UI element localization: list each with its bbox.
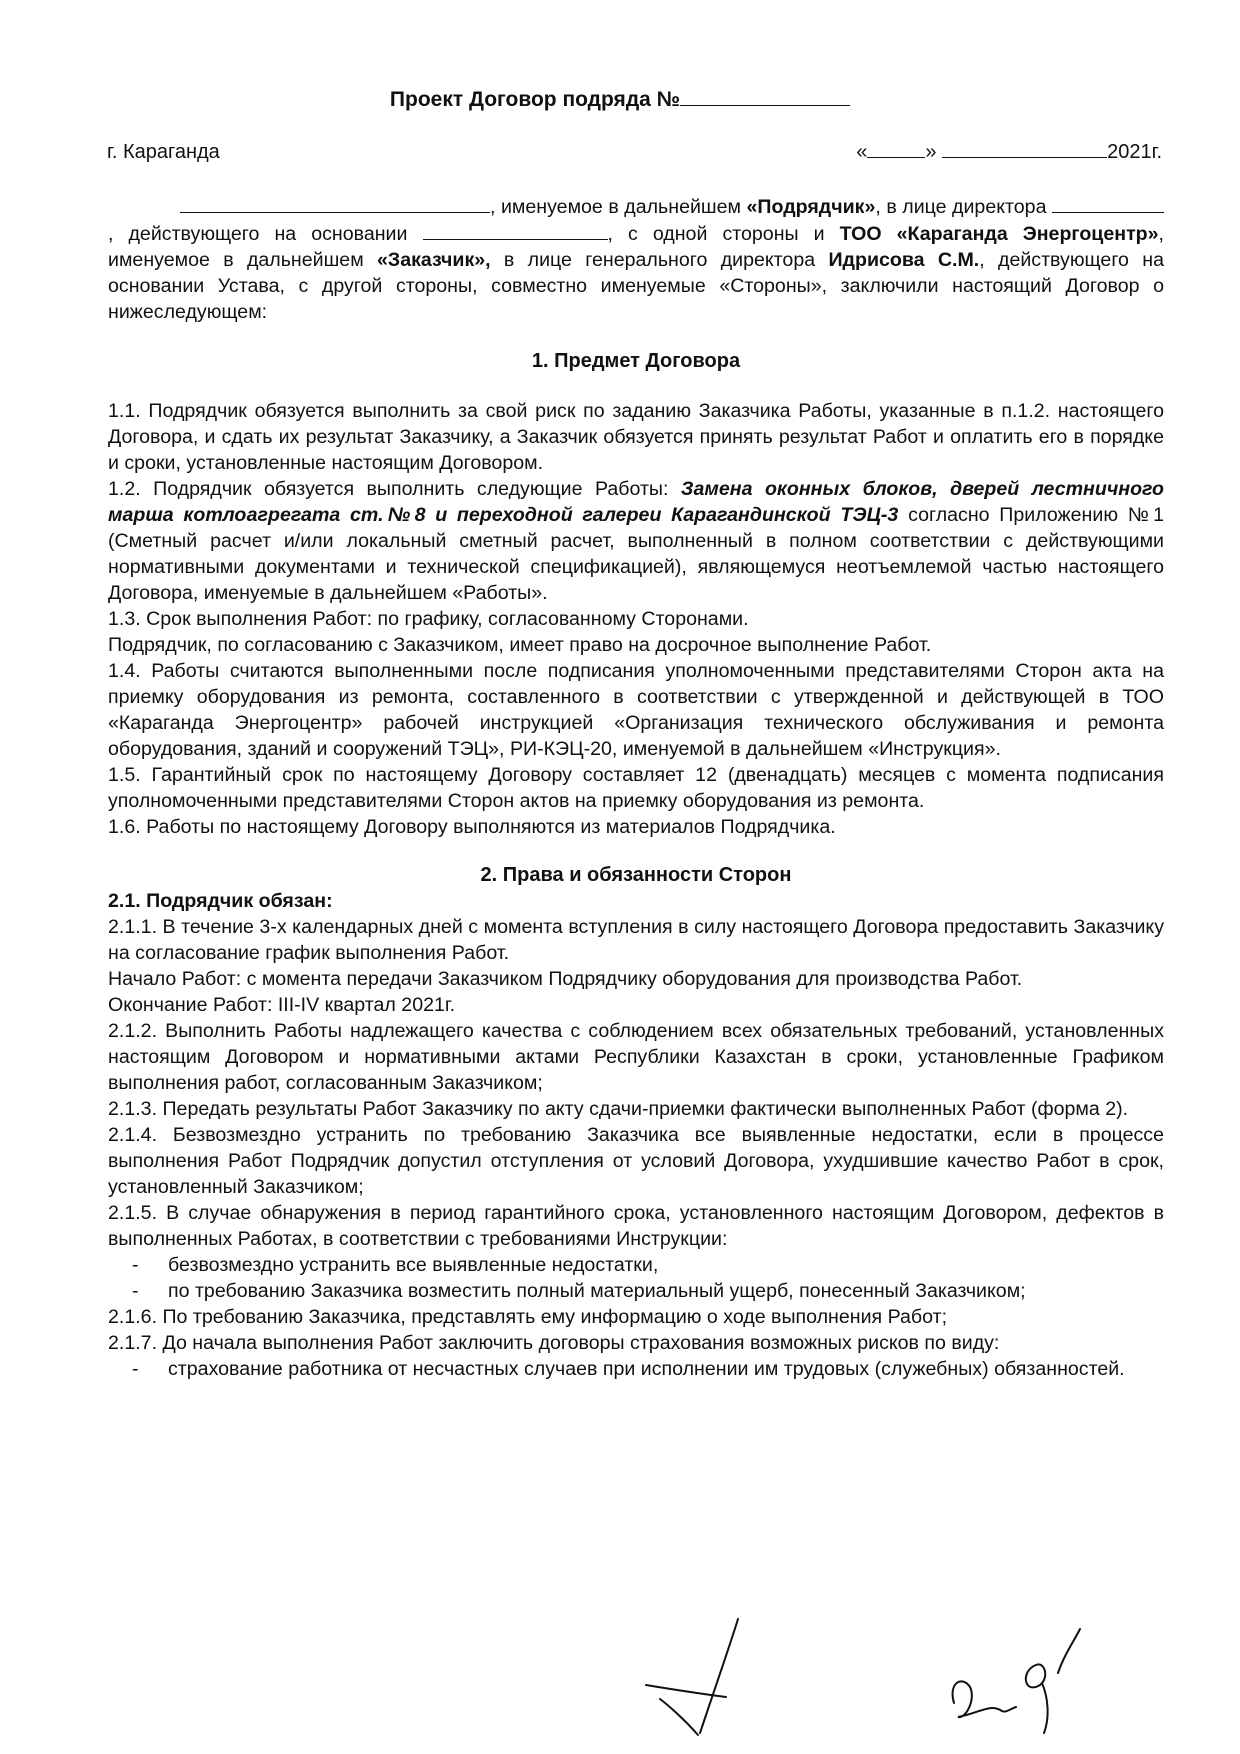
works-end: Окончание Работ: III-IV квартал 2021г. [108,994,456,1016]
clause-1-3: 1.3. Срок выполнения Работ: по графику, согласованному Сторонами. [108,608,749,630]
clause-1-3-early: Подрядчик, по согласованию с Заказчиком, имеет право на досрочное выполнение Работ. [108,634,932,656]
document-title [0,85,1240,113]
document-body [108,193,1164,1382]
year-text: 2021г. [1107,141,1162,163]
subsection-2-1: 2.1. Подрядчик обязан: [108,890,333,912]
works-description: Замена оконных блоков, дверей лестничного марша котлоагрегата ст.№8 и переходной галереи Карагандинской ТЭЦ-3 [108,478,1164,526]
preamble: , именуемое в дальнейшем «Подрядчик», в лице директора , действующего на основании , с одной стороны и ТОО «Караганда Энергоцентр», именуемое в дальнейшем «Заказчик», в лице генерального директора Идрисова С.М., действующего на основании Устава, с другой стороны, совместно именуемые «Стороны», заключили настоящий Договор о нижеследующем: [108,193,1164,325]
clause-2-1-1: 2.1.1. В течение 3-х календарных дней с момента вступления в силу настоящего Договора предоставить Заказчику на согласование график выполнения Работ. [108,916,1164,964]
clause-2-1-2: 2.1.2. Выполнить Работы надлежащего качества с соблюдением всех обязательных требований, установленных настоящим Договором и нормативными актами Республики Казахстан в сроки, установленные Графиком выполнения работ, согласованным Заказчиком; [108,1020,1164,1094]
month-blank [942,139,1107,158]
list-item: - безвозмездно устранить все выявленные недостатки, [132,1254,659,1276]
clause-2-1-5: 2.1.5. В случае обнаружения в период гарантийного срока, установленного настоящим Договором, дефектов в выполненных Работах, в соответствии с требованиями Инструкции: [108,1202,1164,1250]
works-start: Начало Работ: с момента передачи Заказчиком Подрядчику оборудования для производства Работ. [108,968,1023,990]
list-item: - страхование работника от несчастных случаев при исполнении им трудовых (служебных) обязанностей. [132,1358,1125,1380]
contract-date: « » 2021г. [856,141,1162,163]
customer-signature [940,1625,1110,1735]
contract-number-blank [680,85,850,106]
clause-1-5: 1.5. Гарантийный срок по настоящему Договору составляет 12 (двенадцать) месяцев с момента подписания уполномоченными представителями Сторон актов на приемку оборудования из ремонта. [108,764,1164,812]
contractor-signature [640,1615,770,1750]
clause-1-4: 1.4. Работы считаются выполненными после подписания уполномоченными представителями Сторон акта на приемку оборудования из ремонта, составленного в соответствии с утвержденной и действующей в ТОО «Караганда Энергоцентр» рабочей инструкцией «Организация технического обслуживания и ремонта оборудования, зданий и сооружений ТЭЦ», РИ-КЭЦ-20, именуемой в дальнейшем «Инструкция». [108,660,1164,760]
day-blank [867,139,925,158]
basis-blank [423,220,608,240]
title-text: Проект Договор подряда № [389,88,681,111]
clause-1-6: 1.6. Работы по настоящему Договору выполняются из материалов Подрядчика. [108,816,836,838]
clause-1-2: 1.2. Подрядчик обязуется выполнить следующие Работы: Замена оконных блоков, дверей лестничного марша котлоагрегата ст.№8 и переходной галереи Карагандинской ТЭЦ-3 согласно Приложению №1 (Сметный расчет и/или локальный сметный расчет, выполненный в полном соответствии с действующими нормативными документами и технической спецификацией), являющемуся неотъемлемой частью настоящего Договора, именуемые в дальнейшем «Работы». [108,478,1164,604]
section-1-heading: 1. Предмет Договора [531,350,741,372]
clause-2-1-3: 2.1.3. Передать результаты Работ Заказчику по акту сдачи-приемки фактически выполненных Работ (форма 2). [108,1098,1129,1120]
clause-2-1-4: 2.1.4. Безвозмездно устранить по требованию Заказчика все выявленные недостатки, если в процессе выполнения Работ Подрядчик допустил отступления от условий Договора, ухудшившие качество Работ в срок, установленный Заказчиком; [108,1124,1164,1198]
clause-2-1-7: 2.1.7. До начала выполнения Работ заключить договоры страхования возможных рисков по виду: [108,1332,1000,1354]
director-name-blank [1052,193,1164,213]
city: г. Караганда [107,141,220,163]
clause-2-1-6: 2.1.6. По требованию Заказчика, представлять ему информацию о ходе выполнения Работ; [108,1306,948,1328]
contractor-name-blank [180,193,490,213]
clause-1-1: 1.1. Подрядчик обязуется выполнить за свой риск по заданию Заказчика Работы, указанные в п.1.2. настоящего Договора, и сдать их результат Заказчику, а Заказчик обязуется принять результат Работ и оплатить его в порядке и сроки, установленные настоящим Договором. [108,400,1164,474]
section-2-heading: 2. Права и обязанности Сторон [480,864,792,886]
list-item: - по требованию Заказчика возместить полный материальный ущерб, понесенный Заказчиком; [132,1280,1026,1302]
